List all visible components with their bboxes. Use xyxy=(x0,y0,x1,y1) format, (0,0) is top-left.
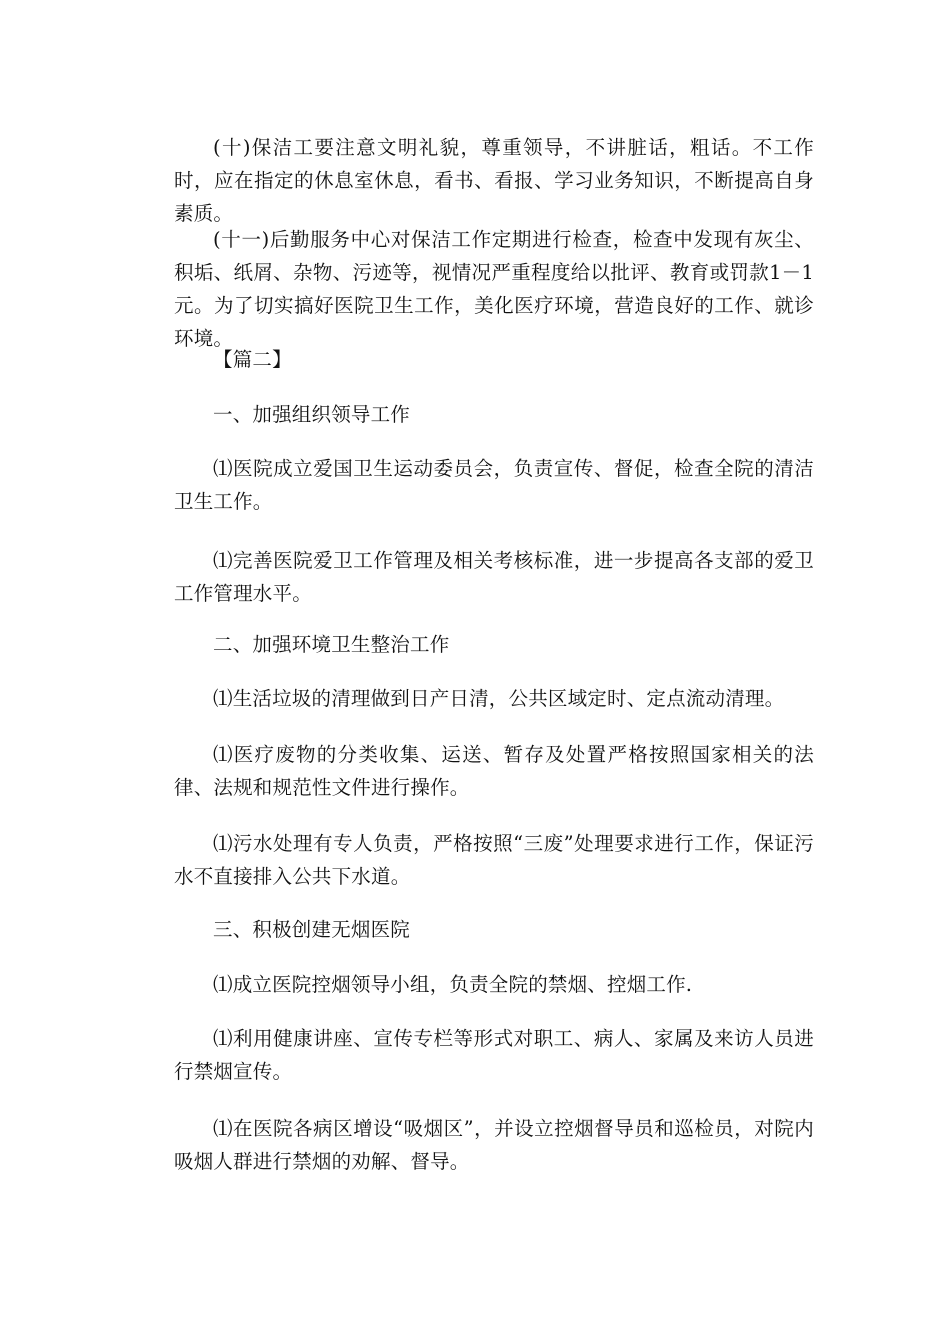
paragraph-smoking-area: ⑴在医院各病区增设“吸烟区”，并设立控烟督导员和巡检员，对院内吸烟人群进行禁烟的劝解、督导。 xyxy=(174,1117,814,1173)
section-title-part-two: 【篇二】 xyxy=(213,348,292,371)
paragraph-sewage-treatment: ⑴污水处理有专人负责，严格按照“三废”处理要求进行工作，保证污水不直接排入公共下水道。 xyxy=(174,832,814,888)
paragraph-management-standards: ⑴完善医院爱卫工作管理及相关考核标准，进一步提高各支部的爱卫工作管理水平。 xyxy=(174,549,814,605)
paragraph-tobacco-control-group: ⑴成立医院控烟领导小组，负责全院的禁烟、控烟工作. xyxy=(213,973,693,996)
paragraph-garbage-cleanup: ⑴生活垃圾的清理做到日产日清，公共区域定时、定点流动清理。 xyxy=(213,687,785,710)
paragraph-cleaner-etiquette: (十)保洁工要注意文明礼貌，尊重领导，不讲脏话，粗话。不工作时，应在指定的休息室休息，看书、看报、学习业务知识，不断提高自身素质。 xyxy=(174,136,814,225)
paragraph-anti-smoking-publicity: ⑴利用健康讲座、宣传专栏等形式对职工、病人、家属及来访人员进行禁烟宣传。 xyxy=(174,1027,814,1083)
heading-smoke-free-hospital: 三、积极创建无烟医院 xyxy=(213,918,411,941)
heading-organization-leadership: 一、加强组织领导工作 xyxy=(213,403,411,426)
paragraph-patriotic-health-committee: ⑴医院成立爱国卫生运动委员会，负责宣传、督促，检查全院的清洁卫生工作。 xyxy=(174,457,814,513)
heading-environment-improvement: 二、加强环境卫生整治工作 xyxy=(213,633,450,656)
paragraph-inspection: (十一)后勤服务中心对保洁工作定期进行检查，检查中发现有灰尘、积垢、纸屑、杂物、污迹等，视情况严重程度给以批评、教育或罚款1－1元。为了切实搞好医院卫生工作，美化医疗环境，营造良好的工作、就诊环境。 xyxy=(174,228,814,350)
paragraph-medical-waste: ⑴医疗废物的分类收集、运送、暂存及处置严格按照国家相关的法律、法规和规范性文件进行操作。 xyxy=(174,743,814,799)
